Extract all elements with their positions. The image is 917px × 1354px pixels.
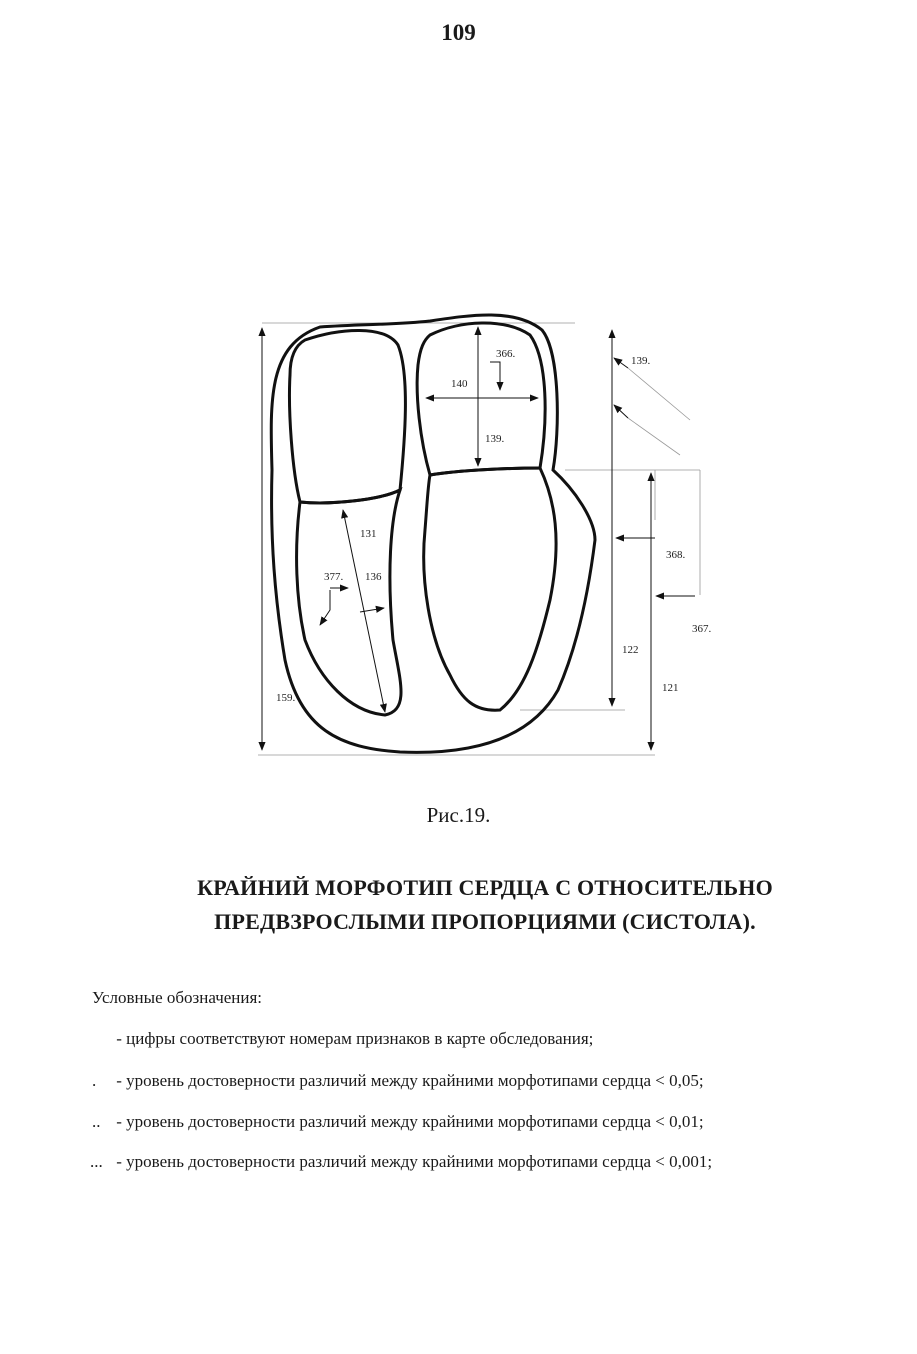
lower-left-chamber: [297, 490, 401, 715]
label-122: 122: [622, 644, 639, 656]
legend-marker-3: ..: [92, 1112, 101, 1131]
label-159: 159.: [276, 692, 296, 704]
label-131: 131: [360, 528, 377, 540]
label-377: 377.: [324, 571, 344, 583]
label-368: 368.: [666, 549, 686, 561]
measurement-arrows: [262, 327, 695, 750]
title-line-2: ПРЕДВЗРОСЛЫМИ ПРОПОРЦИЯМИ (СИСТОЛА).: [214, 909, 756, 934]
guide-lines: [258, 323, 700, 755]
label-136: 136: [365, 571, 382, 583]
figure-title: [0, 871, 917, 939]
upper-left-chamber: [289, 330, 405, 502]
title-line-1: КРАЙНИЙ МОРФОТИП СЕРДЦА С ОТНОСИТЕЛЬНО: [197, 875, 773, 900]
legend-item-4: [90, 1152, 712, 1172]
legend-marker-4: ...: [90, 1152, 103, 1171]
upper-right-chamber: [417, 323, 545, 475]
legend-heading: Условные обозначения:: [92, 988, 263, 1007]
figure-caption: Рис.19.: [426, 803, 491, 827]
heart-outer-contour: [271, 315, 595, 752]
legend-text-4: - уровень достоверности различий между крайними морфотипами сердца < 0,001;: [116, 1152, 713, 1171]
legend-text-3: - уровень достоверности различий между крайними морфотипами сердца < 0,01;: [116, 1112, 704, 1131]
legend-marker-2: .: [92, 1071, 97, 1090]
label-139-inner: 139.: [485, 433, 505, 445]
page-number: 109: [441, 20, 476, 45]
label-121: 121: [662, 682, 679, 694]
label-140: 140: [451, 378, 468, 390]
label-139-right: 139.: [631, 355, 651, 367]
legend-item-3: [92, 1112, 704, 1132]
label-367: 367.: [692, 623, 712, 635]
legend-item-2: [92, 1071, 704, 1091]
legend-text-1: - цифры соответствуют номерам признаков в карте обследования;: [116, 1029, 594, 1048]
legend-item-1: [112, 1029, 593, 1049]
label-366: 366.: [496, 348, 516, 360]
legend-text-2: - уровень достоверности различий между крайними морфотипами сердца < 0,05;: [116, 1071, 704, 1090]
lower-right-chamber: [424, 468, 556, 710]
